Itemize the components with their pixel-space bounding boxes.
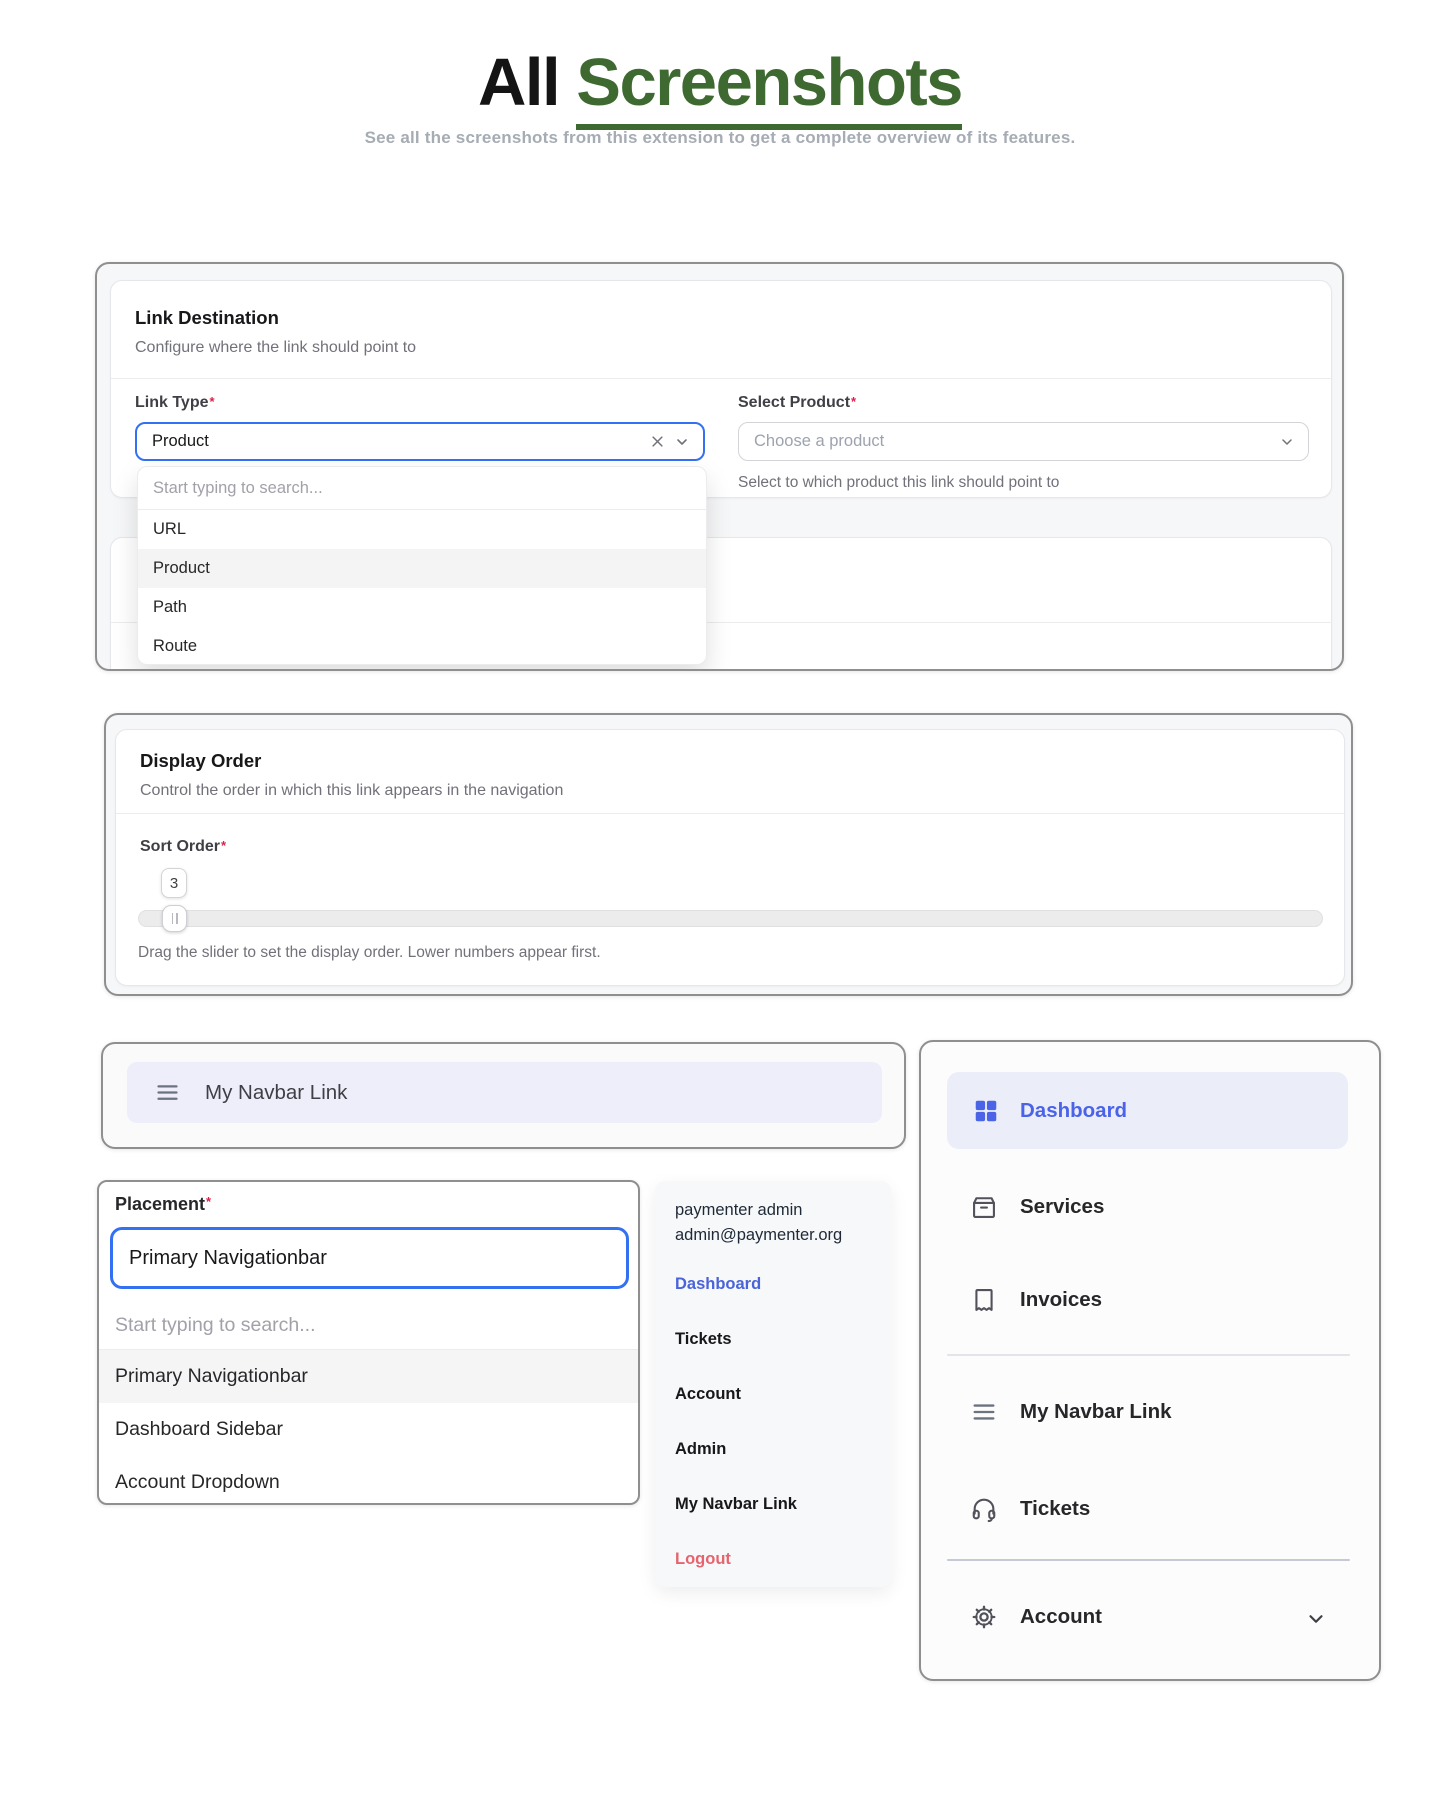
placement-select[interactable]	[110, 1227, 629, 1289]
navbar-link-label: My Navbar Link	[205, 1080, 348, 1104]
display-order-card	[115, 729, 1345, 986]
slider-value-bubble: 3	[161, 868, 187, 898]
chevron-down-icon[interactable]	[1305, 1608, 1327, 1630]
headphones-icon	[970, 1495, 998, 1523]
dropdown-option-product[interactable]: Product	[138, 549, 706, 588]
sort-order-slider-track[interactable]	[138, 910, 1323, 927]
screenshot-navbar-preview	[101, 1042, 906, 1149]
menu-item-dashboard[interactable]: Dashboard	[675, 1275, 762, 1293]
placement-option-dashboard-sidebar[interactable]: Dashboard Sidebar	[115, 1418, 284, 1440]
sort-order-label: Sort Order*	[140, 838, 227, 855]
grid-icon	[972, 1097, 1000, 1125]
menu-item-tickets[interactable]: Tickets	[675, 1330, 732, 1348]
screenshot-link-destination	[95, 262, 1344, 671]
link-type-label: Link Type*	[135, 394, 215, 411]
clear-icon[interactable]	[650, 434, 665, 449]
box-icon	[970, 1193, 998, 1221]
sidebar-item-tickets[interactable]: Tickets	[1020, 1497, 1091, 1520]
link-type-value: Product	[152, 432, 209, 450]
section-subheading: Configure where the link should point to	[135, 339, 417, 356]
gear-icon	[970, 1603, 998, 1631]
navbar-link-item[interactable]	[127, 1062, 882, 1123]
placement-search-input[interactable]: Start typing to search...	[115, 1314, 316, 1336]
placement-value: Primary Navigationbar	[129, 1246, 327, 1269]
page-title-green: Screenshots	[576, 45, 962, 130]
sidebar-item-label: Dashboard	[1020, 1098, 1128, 1122]
account-name: paymenter admin	[675, 1201, 803, 1219]
dropdown-option-path[interactable]: Path	[153, 598, 187, 616]
chevron-down-icon	[1279, 434, 1295, 450]
required-asterisk: *	[209, 394, 215, 409]
link-type-select[interactable]	[135, 422, 705, 461]
menu-icon	[154, 1079, 181, 1106]
link-type-dropdown	[137, 466, 707, 665]
select-product-helper: Select to which product this link should point to	[738, 474, 1060, 491]
select-product-label: Select Product*	[738, 394, 857, 411]
sidebar-item-my-navbar-link[interactable]: My Navbar Link	[1020, 1400, 1172, 1423]
menu-item-my-navbar-link[interactable]: My Navbar Link	[675, 1495, 797, 1513]
sidebar-divider	[947, 1354, 1350, 1356]
sidebar-item-dashboard[interactable]	[947, 1072, 1348, 1149]
menu-item-logout[interactable]: Logout	[675, 1550, 731, 1568]
placement-option-primary-navigationbar[interactable]: Primary Navigationbar	[99, 1350, 640, 1403]
receipt-icon	[970, 1286, 998, 1314]
divider	[116, 813, 1344, 814]
screenshot-sidebar	[919, 1040, 1381, 1681]
dropdown-option-route[interactable]: Route	[153, 637, 198, 655]
sidebar-item-services[interactable]: Services	[1020, 1195, 1105, 1218]
placement-label: Placement*	[115, 1194, 212, 1214]
sidebar-item-invoices[interactable]: Invoices	[1020, 1288, 1103, 1311]
select-product-select[interactable]	[738, 422, 1309, 461]
required-asterisk: *	[851, 394, 857, 409]
required-asterisk: *	[206, 1194, 212, 1209]
slider-helper: Drag the slider to set the display order. Lower numbers appear first.	[138, 944, 601, 961]
page-title-black: All	[478, 45, 560, 120]
menu-item-account[interactable]: Account	[675, 1385, 741, 1403]
divider	[138, 509, 706, 510]
divider	[111, 378, 1331, 379]
sort-order-slider-thumb[interactable]	[162, 905, 187, 932]
page-subtitle: See all the screenshots from this extension to get a complete overview of its features.	[364, 128, 1076, 147]
menu-icon	[970, 1398, 998, 1426]
dropdown-search-input[interactable]: Start typing to search...	[153, 478, 323, 497]
section-heading: Link Destination	[135, 307, 279, 328]
screenshot-placement	[97, 1180, 640, 1505]
screenshot-display-order	[104, 713, 1353, 996]
required-asterisk: *	[221, 838, 227, 853]
sidebar-divider	[947, 1559, 1350, 1561]
account-email: admin@paymenter.org	[675, 1226, 843, 1244]
section-heading: Display Order	[140, 750, 262, 771]
menu-item-admin[interactable]: Admin	[675, 1440, 727, 1458]
page-title	[0, 44, 1440, 121]
select-product-placeholder: Choose a product	[754, 432, 885, 450]
sidebar-item-account[interactable]: Account	[1020, 1605, 1102, 1628]
dropdown-option-url[interactable]: URL	[153, 520, 187, 538]
chevron-down-icon[interactable]	[674, 434, 690, 450]
account-dropdown-menu	[655, 1181, 891, 1587]
section-subheading: Control the order in which this link appears in the navigation	[140, 782, 564, 799]
placement-option-account-dropdown[interactable]: Account Dropdown	[115, 1471, 280, 1493]
